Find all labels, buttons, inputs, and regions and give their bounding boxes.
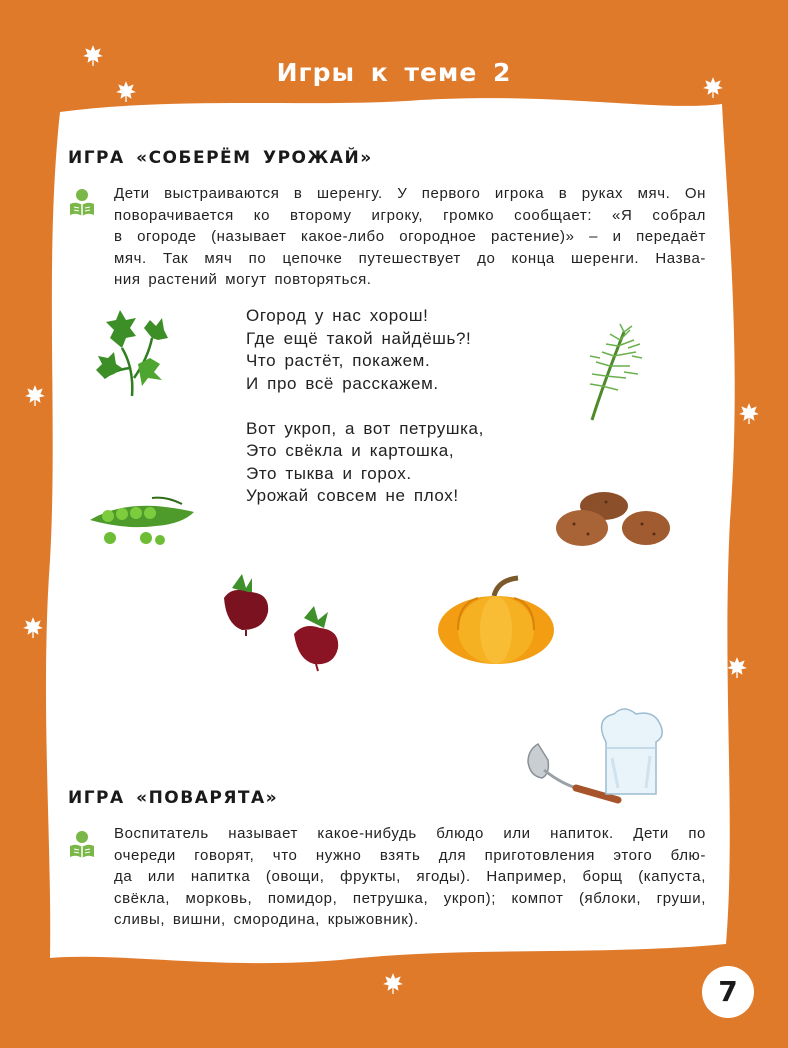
poem-line: И про всё расскажем. xyxy=(246,373,439,393)
game-title-harvest: ИГРА «СОБЕРЁМ УРОЖАЙ» xyxy=(68,148,373,168)
game-icon xyxy=(68,830,96,860)
paragraph-line: мяч. Так мяч по цепочке путешествует до конца шеренги. Назва- xyxy=(114,249,706,267)
poem-line: Огород у нас хорош! xyxy=(246,306,429,325)
maple-leaf-icon xyxy=(726,656,748,678)
paragraph-line: очереди говорят, что нужно взять для приготовления этого блю- xyxy=(114,846,706,864)
potatoes-icon xyxy=(554,490,672,550)
game-icon xyxy=(68,188,96,218)
poem-line: Где ещё такой найдёшь?! xyxy=(246,328,472,348)
maple-leaf-icon xyxy=(738,402,760,424)
paragraph-line: поворачивается ко второму игроку, громко сообщает: «Я собрал xyxy=(114,206,706,224)
page-number: 7 xyxy=(702,966,754,1018)
dill-icon xyxy=(584,322,646,422)
maple-leaf-icon xyxy=(22,616,44,638)
paragraph-line: ния растений могут повторяться. xyxy=(114,271,372,289)
paragraph-line: свёкла, морковь, помидор, петрушка, укроп); компот (яблоки, груши, xyxy=(114,889,706,907)
poem-line: Что растёт, покажем. xyxy=(246,351,431,370)
paragraph-line: да или напитка (овощи, фрукты, ягоды). Например, борщ (капуста, xyxy=(114,868,706,886)
paragraph-line: Воспитатель называет какое-нибудь блюдо или напиток. Дети по xyxy=(114,825,706,842)
parsley-icon xyxy=(92,308,168,398)
poem-line: Это свёкла и картошка, xyxy=(246,441,455,460)
paragraph-line: в огороде (называет какое-либо огородное растение)» – и передаёт xyxy=(114,228,706,246)
maple-leaf-icon xyxy=(24,384,46,406)
poem-line: Это тыква и горох. xyxy=(246,463,412,483)
peas-icon xyxy=(86,494,198,548)
game1-description xyxy=(114,183,706,291)
poem-line: Вот укроп, а вот петрушка, xyxy=(246,418,484,438)
poem xyxy=(246,305,484,530)
poem-line: Урожай совсем не плох! xyxy=(246,486,459,505)
paragraph-line: Дети выстраиваются в шеренгу. У первого игрока в руках мяч. Он xyxy=(114,185,706,202)
beets-icon xyxy=(218,572,348,672)
maple-leaf-icon xyxy=(382,972,404,994)
chef-hat-icon xyxy=(596,708,666,800)
page-title: Игры к теме 2 xyxy=(276,58,512,87)
poem-stanza xyxy=(246,418,484,508)
pumpkin-icon xyxy=(434,574,558,666)
poem-stanza xyxy=(246,305,484,395)
game-title-cooks: ИГРА «ПОВАРЯТА» xyxy=(68,788,279,808)
game2-description xyxy=(114,823,706,931)
paragraph-line: сливы, вишни, смородина, крыжовник). xyxy=(114,911,419,929)
